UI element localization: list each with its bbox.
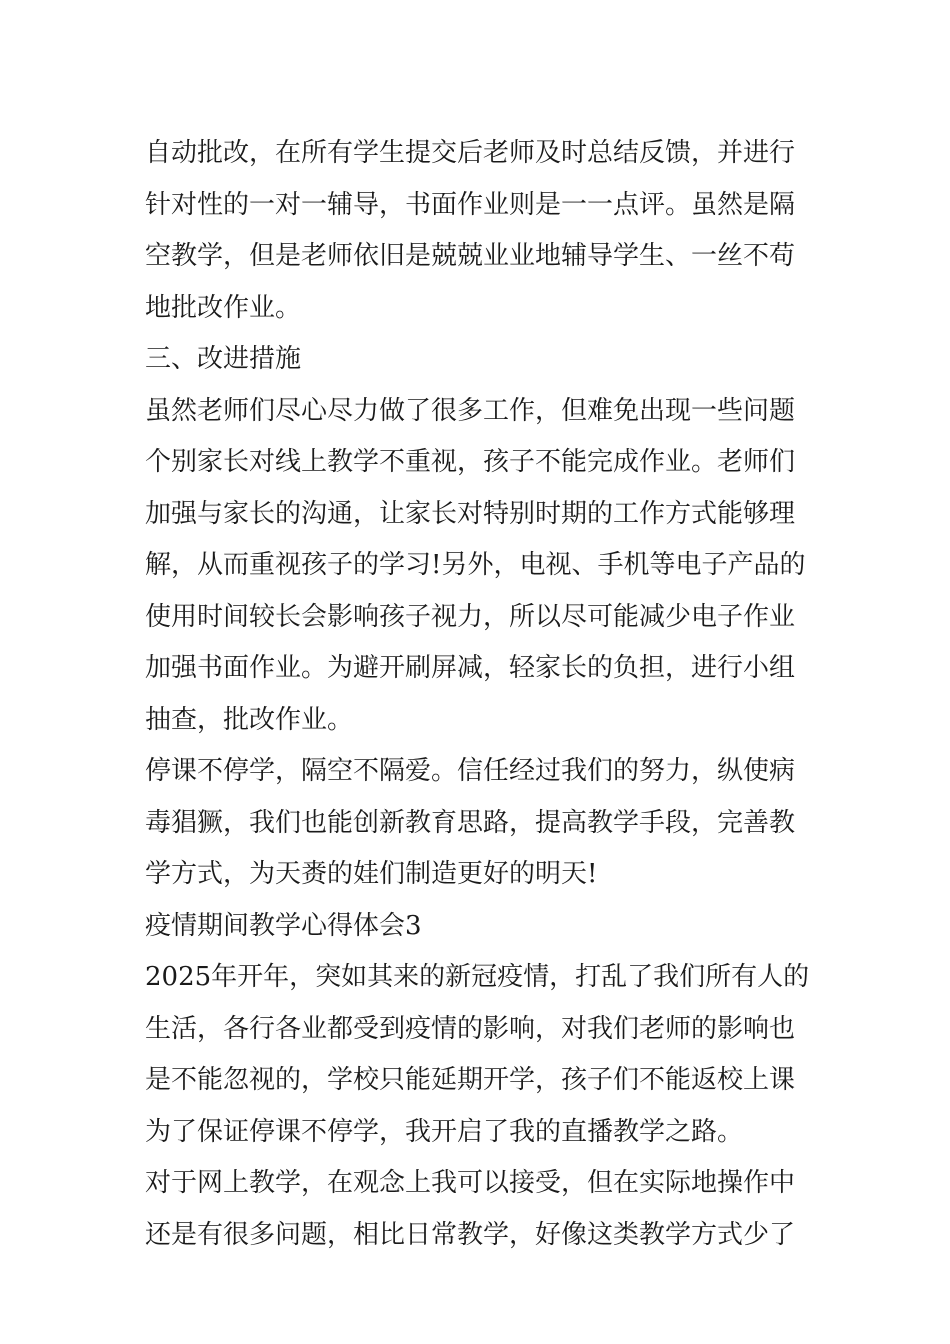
paragraph-homework-review (145, 128, 810, 334)
heading-line: 疫情期间教学心得体会3 (145, 910, 422, 941)
text-line: 空教学，但是老师依旧是兢兢业业地辅导学生、一丝不苟 (145, 241, 796, 271)
paragraph-pandemic-intro (145, 952, 810, 1158)
paragraph-closing (145, 746, 810, 901)
text-line: 生活，各行各业都受到疫情的影响，对我们老师的影响也 (145, 1013, 796, 1044)
text-line: 地批改作业。 (145, 292, 302, 323)
text-line: 还是有很多问题，相比日常教学，好像这类教学方式少了 (145, 1219, 796, 1250)
text-line: 自动批改，在所有学生提交后老师及时总结反馈，并进行 (145, 138, 796, 168)
text-line: 加强书面作业。为避开刷屏减，轻家长的负担，进行小组 (145, 653, 796, 683)
paragraph-improvements (145, 386, 810, 747)
text-line: 为了保证停课不停学，我开启了我的直播教学之路。 (145, 1116, 744, 1147)
heading-line: 三、改进措施 (145, 344, 302, 374)
section-heading-improvements (145, 334, 810, 386)
document-body (145, 128, 810, 1261)
text-line: 解，从而重视孩子的学习!另外，电视、手机等电子产品的 (145, 550, 806, 580)
text-line: 使用时间较长会影响孩子视力，所以尽可能减少电子作业 (145, 601, 796, 632)
text-line: 毒猖獗，我们也能创新教育思路，提高教学手段，完善教 (145, 807, 796, 838)
text-line: 停课不停学，隔空不隔爱。信任经过我们的努力，纵使病 (145, 756, 796, 786)
section-heading-experience-3 (145, 901, 810, 953)
paragraph-online-teaching (145, 1158, 810, 1261)
text-line: 抽查，批改作业。 (145, 704, 354, 735)
text-line: 针对性的一对一辅导，书面作业则是一一点评。虽然是隔 (145, 189, 796, 220)
text-line: 2025年开年，突如其来的新冠疫情，打乱了我们所有人的 (145, 962, 810, 992)
text-line: 个别家长对线上教学不重视，孩子不能完成作业。老师们 (145, 447, 796, 477)
text-line: 对于网上教学，在观念上我可以接受，但在实际地操作中 (145, 1168, 796, 1198)
text-line: 虽然老师们尽心尽力做了很多工作，但难免出现一些问题 (145, 395, 796, 426)
text-line: 加强与家长的沟通，让家长对特别时期的工作方式能够理 (145, 498, 796, 529)
text-line: 是不能忽视的，学校只能延期开学，孩子们不能返校上课 (145, 1065, 796, 1095)
text-line: 学方式，为天赉的娃们制造更好的明天! (145, 859, 598, 889)
